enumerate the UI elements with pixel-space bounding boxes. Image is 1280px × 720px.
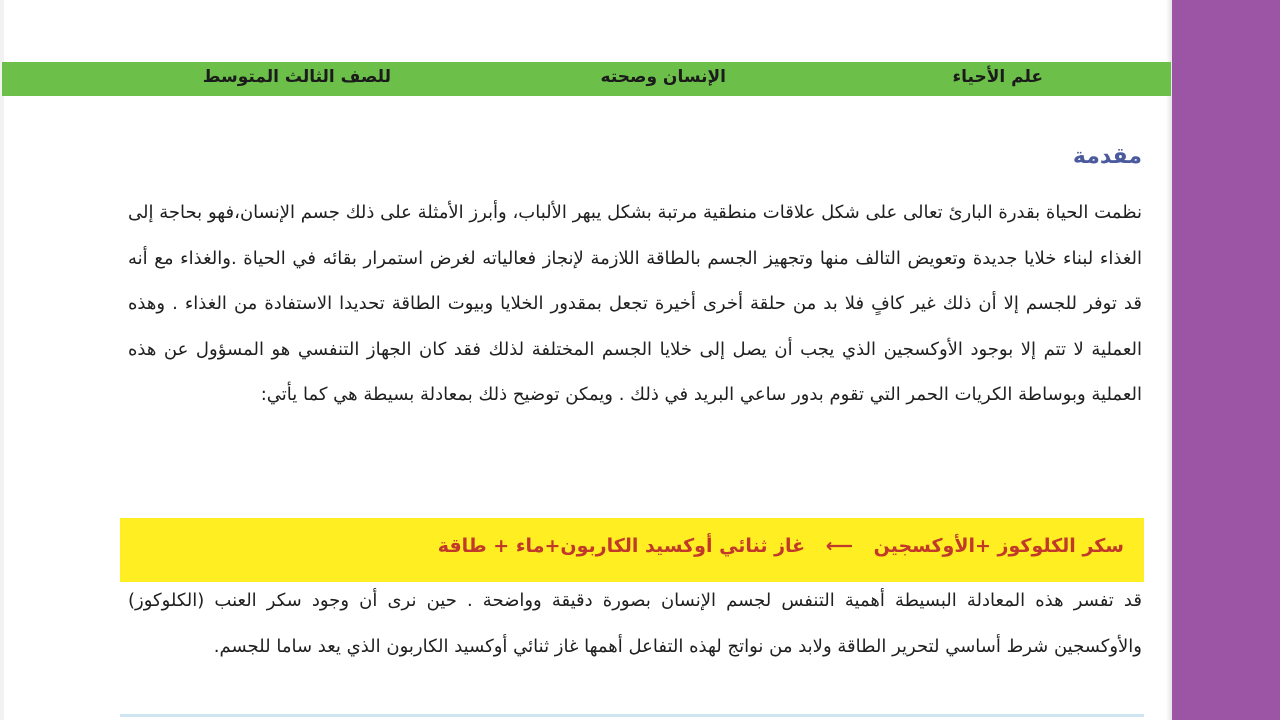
header-unit: الإنسان وصحته	[600, 67, 726, 87]
respiration-equation	[438, 535, 1124, 557]
conclusion-paragraph	[128, 578, 1142, 669]
conclusion-line: قد تفسر هذه المعادلة البسيطة أهمية التنفس لجسم الإنسان بصورة دقيقة وواضحة . حين نرى أن وجود سكر	[256, 590, 1142, 611]
header-grade: للصف الثالث المتوسط	[202, 67, 391, 87]
intro-line: لإنجاز فعالياته لغرض استمرار بقائه في الحياة .والغذاء مع أنه قد توفر للجسم إلا أن ذلك غير كافٍ فلا بد من	[128, 247, 1142, 314]
intro-line: حلقة أخرى أخيرة تجعل بمقدور الخلايا وبيوت الطاقة تحديدا الاستفادة من الغذاء . وهذه العملية لا تتم إلا	[128, 293, 1142, 360]
intro-line: هذه العملية وبوساطة الكريات الحمر التي تقوم بدور ساعي البريد في ذلك . ويمكن توضيح ذلك بمعادلة بسيطة	[128, 338, 1142, 405]
intro-paragraph	[128, 190, 1142, 418]
left-arrow-icon: ⟵	[825, 535, 853, 557]
intro-line: جسم الإنسان،فهو بحاجة إلى الغذاء لبناء خلايا جديدة وتعويض التالف منها وتجهيز الجسم بالطاقة اللازمة	[128, 202, 1142, 269]
conclusion-line: العنب (الكلوكوز) والأوكسجين شرط أساسي لتحرير الطاقة ولابد من نواتج لهذه التفاعل أهمها غاز ثنائي أوكسيد	[128, 590, 1142, 657]
equation-reactants: سكر الكلوكوز +الأوكسجين	[873, 535, 1124, 557]
conclusion-line: الكاربون الذي يعد ساما للجسم.	[213, 635, 449, 657]
header-subject: علم الأحياء	[952, 67, 1043, 87]
section-title: مقدمة	[1072, 144, 1142, 169]
page-header-bar	[2, 62, 1171, 96]
intro-line: بوجود الأوكسجين الذي يجب أن يصل إلى خلايا الجسم المختلفة لذلك فقد كان الجهاز التنفسي هو المسؤول عن	[156, 338, 1014, 360]
equation-highlight-box	[120, 518, 1144, 582]
bottom-divider	[120, 714, 1144, 717]
left-margin-strip	[0, 0, 4, 720]
intro-line: نظمت الحياة بقدرة البارئ تعالى على شكل علاقات منطقية مرتبة بشكل يبهر الألباب، وأبرز الأمثلة على ذلك	[339, 202, 1142, 223]
equation-products: غاز ثنائي أوكسيد الكاربون+ماء + طاقة	[437, 535, 806, 557]
purple-side-strip	[1172, 0, 1280, 720]
intro-line: هي كما يأتي:	[260, 384, 358, 405]
